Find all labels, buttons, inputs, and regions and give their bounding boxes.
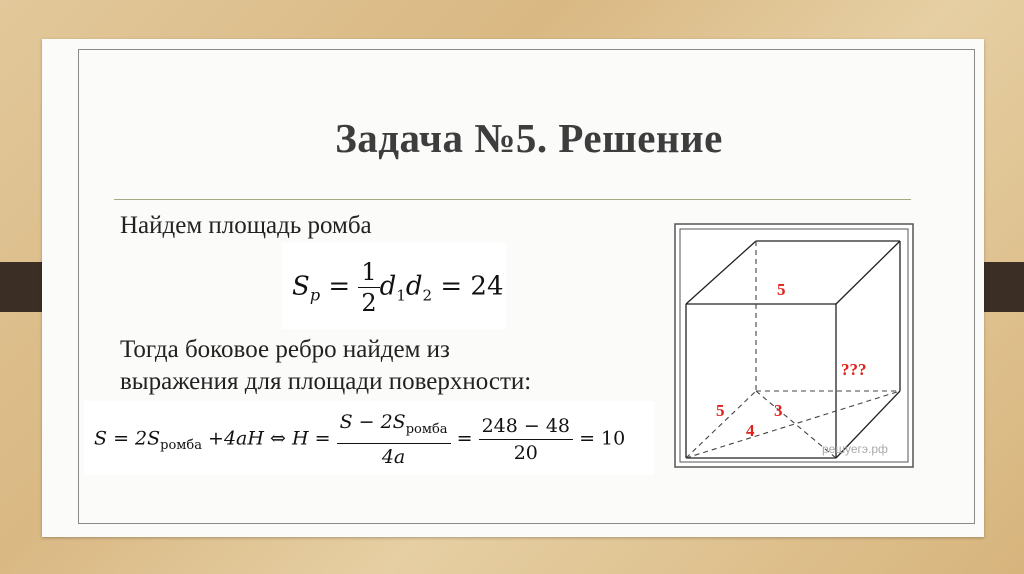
text-line-2: Тогда боковое ребро найдем из [120, 336, 450, 363]
formula2-iff: ⇔ [270, 427, 286, 450]
label-base-mid: 3 [774, 401, 783, 420]
slide [42, 39, 984, 537]
formula2-eq: = [113, 427, 129, 450]
formula1-lhs: S [292, 271, 310, 302]
slide-title: Задача №5. Решение [335, 115, 723, 161]
formula1-eq2: = [440, 271, 463, 302]
formula1-d1-sub: 1 [396, 286, 406, 305]
formula2-den2: 20 [513, 441, 538, 464]
figure-outer-border [675, 224, 913, 467]
formula2-den1: 4a [381, 445, 406, 468]
formula1-eq1: = [328, 271, 351, 302]
text-line-3: выражения для площади поверхности: [120, 368, 532, 395]
formula2-h: H [291, 427, 309, 450]
formula2-eq4: = [579, 427, 595, 450]
label-height: ??? [841, 360, 867, 379]
formula2-two-s: 2S [135, 427, 161, 450]
formula2-sub-romb: ромба [160, 438, 202, 454]
title-divider [114, 199, 911, 200]
label-base-bottom: 4 [746, 421, 755, 440]
formula2-result: 10 [601, 427, 626, 450]
formula1-lhs-sub: p [309, 285, 321, 305]
formula1-d2: d [405, 271, 423, 302]
label-top-edge: 5 [777, 280, 786, 299]
formula1-d2-sub: 2 [422, 286, 433, 305]
formula-lateral-edge [84, 401, 654, 475]
formula2-four-ah: 4aH [223, 427, 264, 450]
formula2-num2: 248 − 48 [479, 413, 573, 440]
text-line-1: Найдем площадь ромба [120, 212, 372, 239]
watermark: решуегэ.рф [822, 442, 888, 456]
formula2-eq3: = [456, 427, 473, 450]
formula2-eq2: = [314, 427, 331, 450]
label-base-left: 5 [716, 401, 725, 420]
formula2-s: S [94, 427, 108, 450]
formula1-den: 2 [361, 289, 377, 317]
formula2-num1-sub: ромба [405, 421, 448, 437]
formula1-d1: d [379, 271, 397, 302]
formula1-result: 24 [470, 271, 504, 302]
formula2-plus: + [208, 427, 224, 450]
formula1-num: 1 [358, 257, 379, 288]
formula2-num1: S − 2S [339, 411, 406, 433]
prism-figure [674, 223, 914, 468]
formula-rhombus-area [282, 243, 506, 329]
